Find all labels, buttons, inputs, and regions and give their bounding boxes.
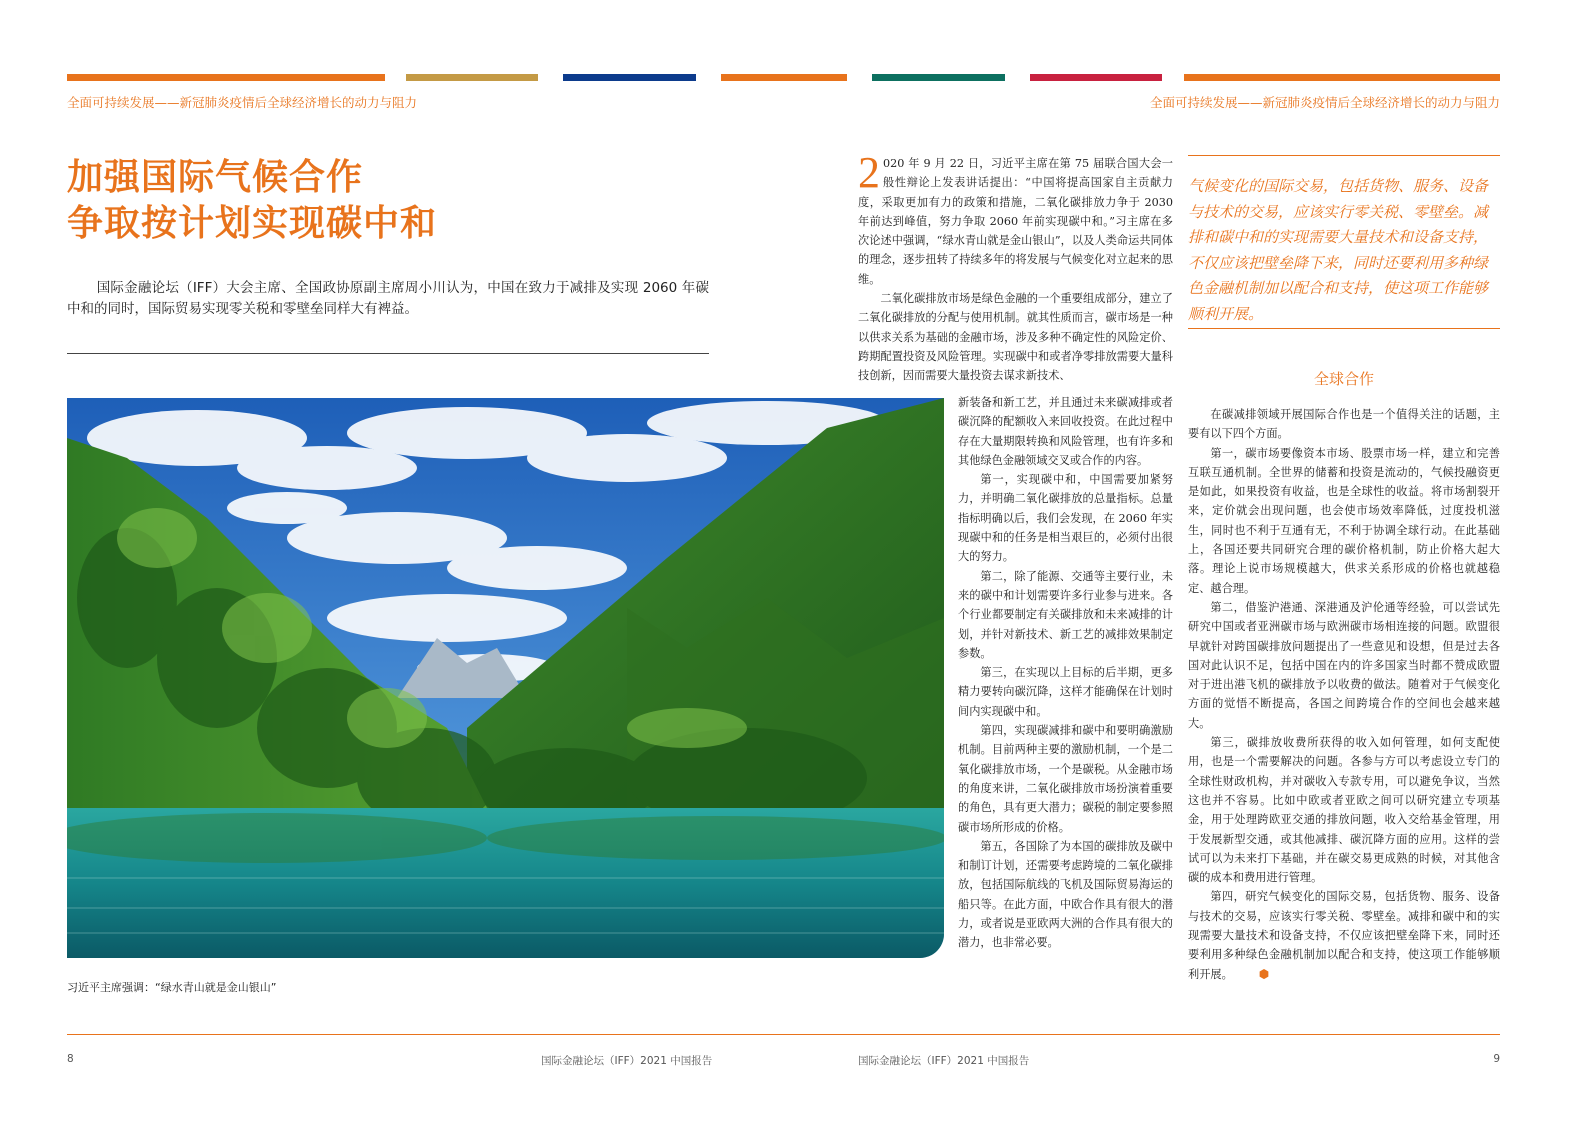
body-paragraph: 新装备和新工艺，并且通过未来碳减排或者碳沉降的配额收入来回收投资。在此过程中存在大量期限转换和风险管理，也有许多和其他绿色金融领域交叉或合作的内容。 [958, 396, 1173, 467]
quote-rule-bottom [1188, 328, 1500, 329]
body-column-2 [958, 393, 1173, 953]
footer-publication-right: 国际金融论坛（IFF）2021 中国报告 [858, 1055, 1030, 1067]
body-paragraph: 第四，研究气候变化的国际交易，包括货物、服务、设备与技术的交易，应该实行零关税、零壁垒。减排和碳中和的实现需要大量技术和设备支持，不仅应该把壁垒降下来，同时还要利用多种绿色金融机制加以配合和支持，使这项工作能够顺利开展。 ⬢ [1188, 887, 1500, 983]
page-number-left: 8 [67, 1053, 74, 1065]
header-color-bar-2 [406, 74, 538, 81]
header-color-bar-6 [1030, 74, 1162, 81]
end-of-article-icon: ⬢ [1258, 966, 1270, 981]
header-color-bar-4 [721, 74, 847, 81]
body-paragraph: 第四，实现碳减排和碳中和要明确激励机制。目前两种主要的激励机制，一个是二氧化碳排放市场，一个是碳税。从金融市场的角度来讲，二氧化碳排放市场扮演着重要的角色，具有更大潜力；碳税的制定要参照碳市场所形成的价格。 [958, 724, 1173, 834]
body-paragraph: 2 020 年 9 月 22 日，习近平主席在第 75 届联合国大会一般性辩论上发表讲话提出：“中国将提高国家自主贡献力度，采取更加有力的政策和措施，二氧化碳排放力争于 2030 年前达到峰值，努力争取 2060 年前实现碳中和。”习主席在多次论述中强调，“绿水青山就是金山银山”，以及人类命运共同体的理念，逐步扭转了持续多年的将发展与气候变化对立起来的思维。 [858, 148, 1173, 286]
body-paragraph: 第三，在实现以上目标的后半期，更多精力要转向碳沉降，这样才能确保在计划时间内实现碳中和。 [958, 666, 1173, 718]
body-paragraph: 第一，碳市场要像资本市场、股票市场一样，建立和完善互联互通机制。全世界的储蓄和投资是流动的，气候投融资更是如此，如果投资有收益，也是全球性的收益。将市场割裂开来，定价就会出现问题，也会使市场效率降低，过度投机滋生，同时也不利于互通有无，不利于协调全球行动。在此基础上，各国还要共同研究合理的碳价格机制，防止价格大起大落。理论上说市场规模越大，供求关系形成的价格也就越稳定、越合理。 [1188, 446, 1500, 595]
section-title: 全球合作 [1313, 370, 1374, 388]
quote-rule-top [1188, 155, 1500, 156]
header-color-bar-7 [1184, 74, 1500, 81]
pull-quote: 气候变化的国际交易，包括货物、服务、设备与技术的交易，应该实行零关税、零壁垒。减排和碳中和的实现需要大量技术和设备支持，不仅应该把壁垒降下来，同时还要利用多种绿色金融机制加以配合和支持，使这项工作能够顺利开展。 [1188, 177, 1489, 323]
landscape-photo [67, 398, 944, 958]
title-line-1: 加强国际气候合作 [67, 157, 364, 198]
article-title [67, 155, 437, 247]
body-paragraph: 二氧化碳排放市场是绿色金融的一个重要组成部分，建立了二氧化碳排放的分配与使用机制。就其性质而言，碳市场是一种以供求关系为基础的金融市场，涉及多种不确定性的风险定价、跨期配置投资及风险管理。实现碳中和或者净零排放需要大量科技创新，因而需要大量投资去谋求新技术、 [858, 292, 1173, 383]
body-paragraph: 第五，各国除了为本国的碳排放及碳中和制订计划，还需要考虑跨境的二氧化碳排放，包括国际航线的飞机及国际贸易海运的船只等。在此方面，中欧合作具有很大的潜力，或者说是亚欧两大洲的合作具有很大的潜力，也非常必要。 [958, 839, 1173, 950]
body-paragraph: 在碳减排领域开展国际合作也是一个值得关注的话题，主要有以下四个方面。 [1188, 408, 1500, 441]
footer-rule [67, 1034, 1500, 1035]
header-color-bar-5 [872, 74, 1005, 81]
body-column-3 [1188, 405, 1500, 984]
article-lead: 国际金融论坛（IFF）大会主席、全国政协原副主席周小川认为，中国在致力于减排及实现 2060 年碳中和的同时，国际贸易实现零关税和零壁垒同样大有裨益。 [67, 280, 709, 317]
header-color-bar-1 [67, 74, 385, 81]
header-color-bar-3 [563, 74, 696, 81]
body-paragraph: 第一，实现碳中和，中国需要加紧努力，并明确二氧化碳排放的总量指标。总量指标明确以后，我们会发现，在 2060 年实现碳中和的任务是相当艰巨的，必须付出很大的努力。 [958, 473, 1173, 564]
body-paragraph: 第二，借鉴沪港通、深港通及沪伦通等经验，可以尝试先研究中国或者亚洲碳市场与欧洲碳市场相连接的问题。欧盟很早就针对跨国碳排放问题提出了一些意见和设想，但是过去各国对此认识不足，包括中国在内的许多国家当时都不赞成欧盟对于进出港飞机的碳排放予以收费的做法。随着对于气候变化方面的觉悟不断提高，各国之间跨境合作的空间也会越来越大。 [1188, 600, 1500, 730]
lead-divider [67, 353, 709, 354]
body-paragraph: 第二，除了能源、交通等主要行业，未来的碳中和计划需要许多行业参与进来。各个行业都要制定有关碳排放和未来减排的计划，并针对新技术、新工艺的减排效果制定参数。 [958, 569, 1173, 660]
running-title-left: 全面可持续发展——新冠肺炎疫情后全球经济增长的动力与阻力 [67, 95, 418, 110]
drop-cap: 2 [858, 148, 880, 197]
footer-publication-left: 国际金融论坛（IFF）2021 中国报告 [541, 1055, 713, 1067]
body-column-1 [858, 148, 1173, 386]
running-title-right: 全面可持续发展——新冠肺炎疫情后全球经济增长的动力与阻力 [1149, 95, 1500, 110]
title-line-2: 争取按计划实现碳中和 [67, 203, 438, 244]
photo-caption: 习近平主席强调：“绿水青山就是金山银山” [67, 981, 277, 994]
body-paragraph: 第三，碳排放收费所获得的收入如何管理，如何支配使用，也是一个需要解决的问题。各参与方可以考虑设立专门的全球性财政机构，并对碳收入专款专用，可以避免争议，当然这也并不容易。比如中欧或者亚欧之间可以研究建立专项基金，用于处理跨欧亚交通的排放问题，收入交给基金管理，用于发展新型交通，或其他减排、碳沉降方面的应用。这样的尝试可以为未来打下基础，并在碳交易更成熟的时候，对其他含碳的成本和费用进行管理。 [1188, 736, 1500, 885]
page-number-right: 9 [1493, 1053, 1500, 1065]
